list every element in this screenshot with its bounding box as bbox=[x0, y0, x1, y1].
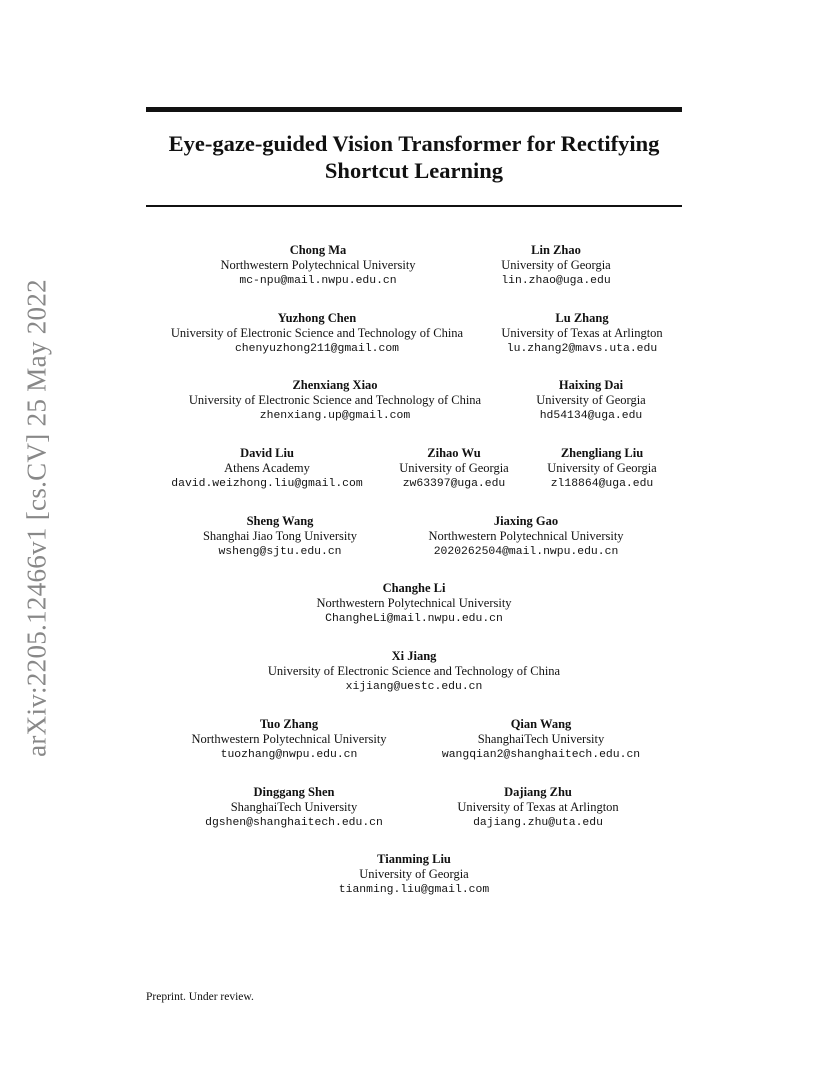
author-email: xijiang@uestc.edu.cn bbox=[345, 680, 483, 693]
author-block bbox=[189, 378, 481, 424]
author-email: wangqian2@shanghaitech.edu.cn bbox=[441, 748, 641, 761]
author-email: wsheng@sjtu.edu.cn bbox=[218, 545, 342, 558]
author-name: Dajiang Zhu bbox=[504, 785, 572, 799]
author-email: 2020262504@mail.nwpu.edu.cn bbox=[433, 545, 619, 558]
author-name: Qian Wang bbox=[510, 717, 572, 731]
author-block bbox=[203, 514, 357, 560]
author-name: Zhengliang Liu bbox=[560, 446, 644, 460]
author-affiliation: University of Georgia bbox=[547, 461, 657, 476]
author-block bbox=[220, 243, 415, 289]
author-block bbox=[268, 649, 560, 695]
author-affiliation: Northwestern Polytechnical University bbox=[316, 596, 512, 611]
author-name: Yuzhong Chen bbox=[277, 311, 357, 325]
author-block bbox=[191, 717, 386, 763]
author-affiliation: Athens Academy bbox=[224, 461, 310, 476]
title-rule-bottom bbox=[146, 205, 682, 207]
author-name: Tianming Liu bbox=[377, 852, 451, 866]
author-email: lin.zhao@uga.edu bbox=[501, 274, 611, 287]
author-affiliation: University of Electronic Science and Technology of China bbox=[267, 664, 561, 679]
author-block bbox=[536, 378, 645, 424]
author-affiliation: ShanghaiTech University bbox=[477, 732, 605, 747]
author-block bbox=[316, 581, 511, 627]
author-email: lu.zhang2@mavs.uta.edu bbox=[506, 342, 658, 355]
author-email: tuozhang@nwpu.edu.cn bbox=[220, 748, 358, 761]
footer-note: Preprint. Under review. bbox=[146, 991, 254, 1003]
author-affiliation: University of Georgia bbox=[536, 393, 646, 408]
author-block bbox=[547, 446, 656, 492]
arxiv-identifier: arXiv:2205.12466v1 [cs.CV] 25 May 2022 bbox=[21, 279, 52, 757]
author-name: Tuo Zhang bbox=[259, 717, 319, 731]
author-email: chenyuzhong211@gmail.com bbox=[234, 342, 400, 355]
author-block bbox=[501, 243, 610, 289]
author-email: ChangheLi@mail.nwpu.edu.cn bbox=[325, 612, 503, 625]
author-block bbox=[501, 311, 662, 357]
author-name: David Liu bbox=[240, 446, 294, 460]
author-name: Sheng Wang bbox=[246, 514, 314, 528]
author-name: Changhe Li bbox=[382, 581, 446, 595]
author-email: hd54134@uga.edu bbox=[539, 409, 643, 422]
author-affiliation: University of Texas at Arlington bbox=[501, 326, 663, 341]
author-email: zl18864@uga.edu bbox=[550, 477, 654, 490]
paper-title bbox=[146, 130, 682, 184]
paper-title-line-2: Shortcut Learning bbox=[324, 158, 504, 183]
author-email: mc-npu@mail.nwpu.edu.cn bbox=[239, 274, 397, 287]
author-name: Zhenxiang Xiao bbox=[292, 378, 378, 392]
author-name: Dinggang Shen bbox=[253, 785, 335, 799]
author-name: Chong Ma bbox=[289, 243, 347, 257]
author-email: zw63397@uga.edu bbox=[402, 477, 506, 490]
author-affiliation: Shanghai Jiao Tong University bbox=[202, 529, 358, 544]
author-affiliation: Northwestern Polytechnical University bbox=[191, 732, 387, 747]
author-block bbox=[457, 785, 618, 831]
author-name: Haixing Dai bbox=[558, 378, 624, 392]
author-block bbox=[442, 717, 640, 763]
author-name: Lin Zhao bbox=[531, 243, 581, 257]
author-affiliation: University of Georgia bbox=[399, 461, 509, 476]
author-affiliation: University of Electronic Science and Technology of China bbox=[188, 393, 482, 408]
author-block bbox=[399, 446, 508, 492]
title-rule-top bbox=[146, 107, 682, 112]
author-name: Lu Zhang bbox=[555, 311, 609, 325]
author-email: zhenxiang.up@gmail.com bbox=[259, 409, 411, 422]
author-affiliation: University of Texas at Arlington bbox=[457, 800, 619, 815]
author-block bbox=[205, 785, 383, 831]
author-block bbox=[339, 852, 489, 898]
author-email: tianming.liu@gmail.com bbox=[338, 883, 490, 896]
author-block bbox=[171, 446, 362, 492]
author-affiliation: ShanghaiTech University bbox=[230, 800, 358, 815]
author-name: Xi Jiang bbox=[391, 649, 437, 663]
author-affiliation: University of Electronic Science and Technology of China bbox=[170, 326, 464, 341]
author-affiliation: University of Georgia bbox=[359, 867, 469, 882]
paper-title-line-1: Eye-gaze-guided Vision Transformer for Rectifying bbox=[168, 131, 660, 156]
author-name: Zihao Wu bbox=[427, 446, 481, 460]
author-affiliation: Northwestern Polytechnical University bbox=[428, 529, 624, 544]
author-email: david.weizhong.liu@gmail.com bbox=[171, 477, 363, 490]
author-name: Jiaxing Gao bbox=[493, 514, 559, 528]
author-affiliation: University of Georgia bbox=[501, 258, 611, 273]
author-email: dajiang.zhu@uta.edu bbox=[473, 816, 603, 829]
author-block bbox=[428, 514, 623, 560]
author-affiliation: Northwestern Polytechnical University bbox=[220, 258, 416, 273]
author-email: dgshen@shanghaitech.edu.cn bbox=[205, 816, 383, 829]
author-block bbox=[171, 311, 463, 357]
